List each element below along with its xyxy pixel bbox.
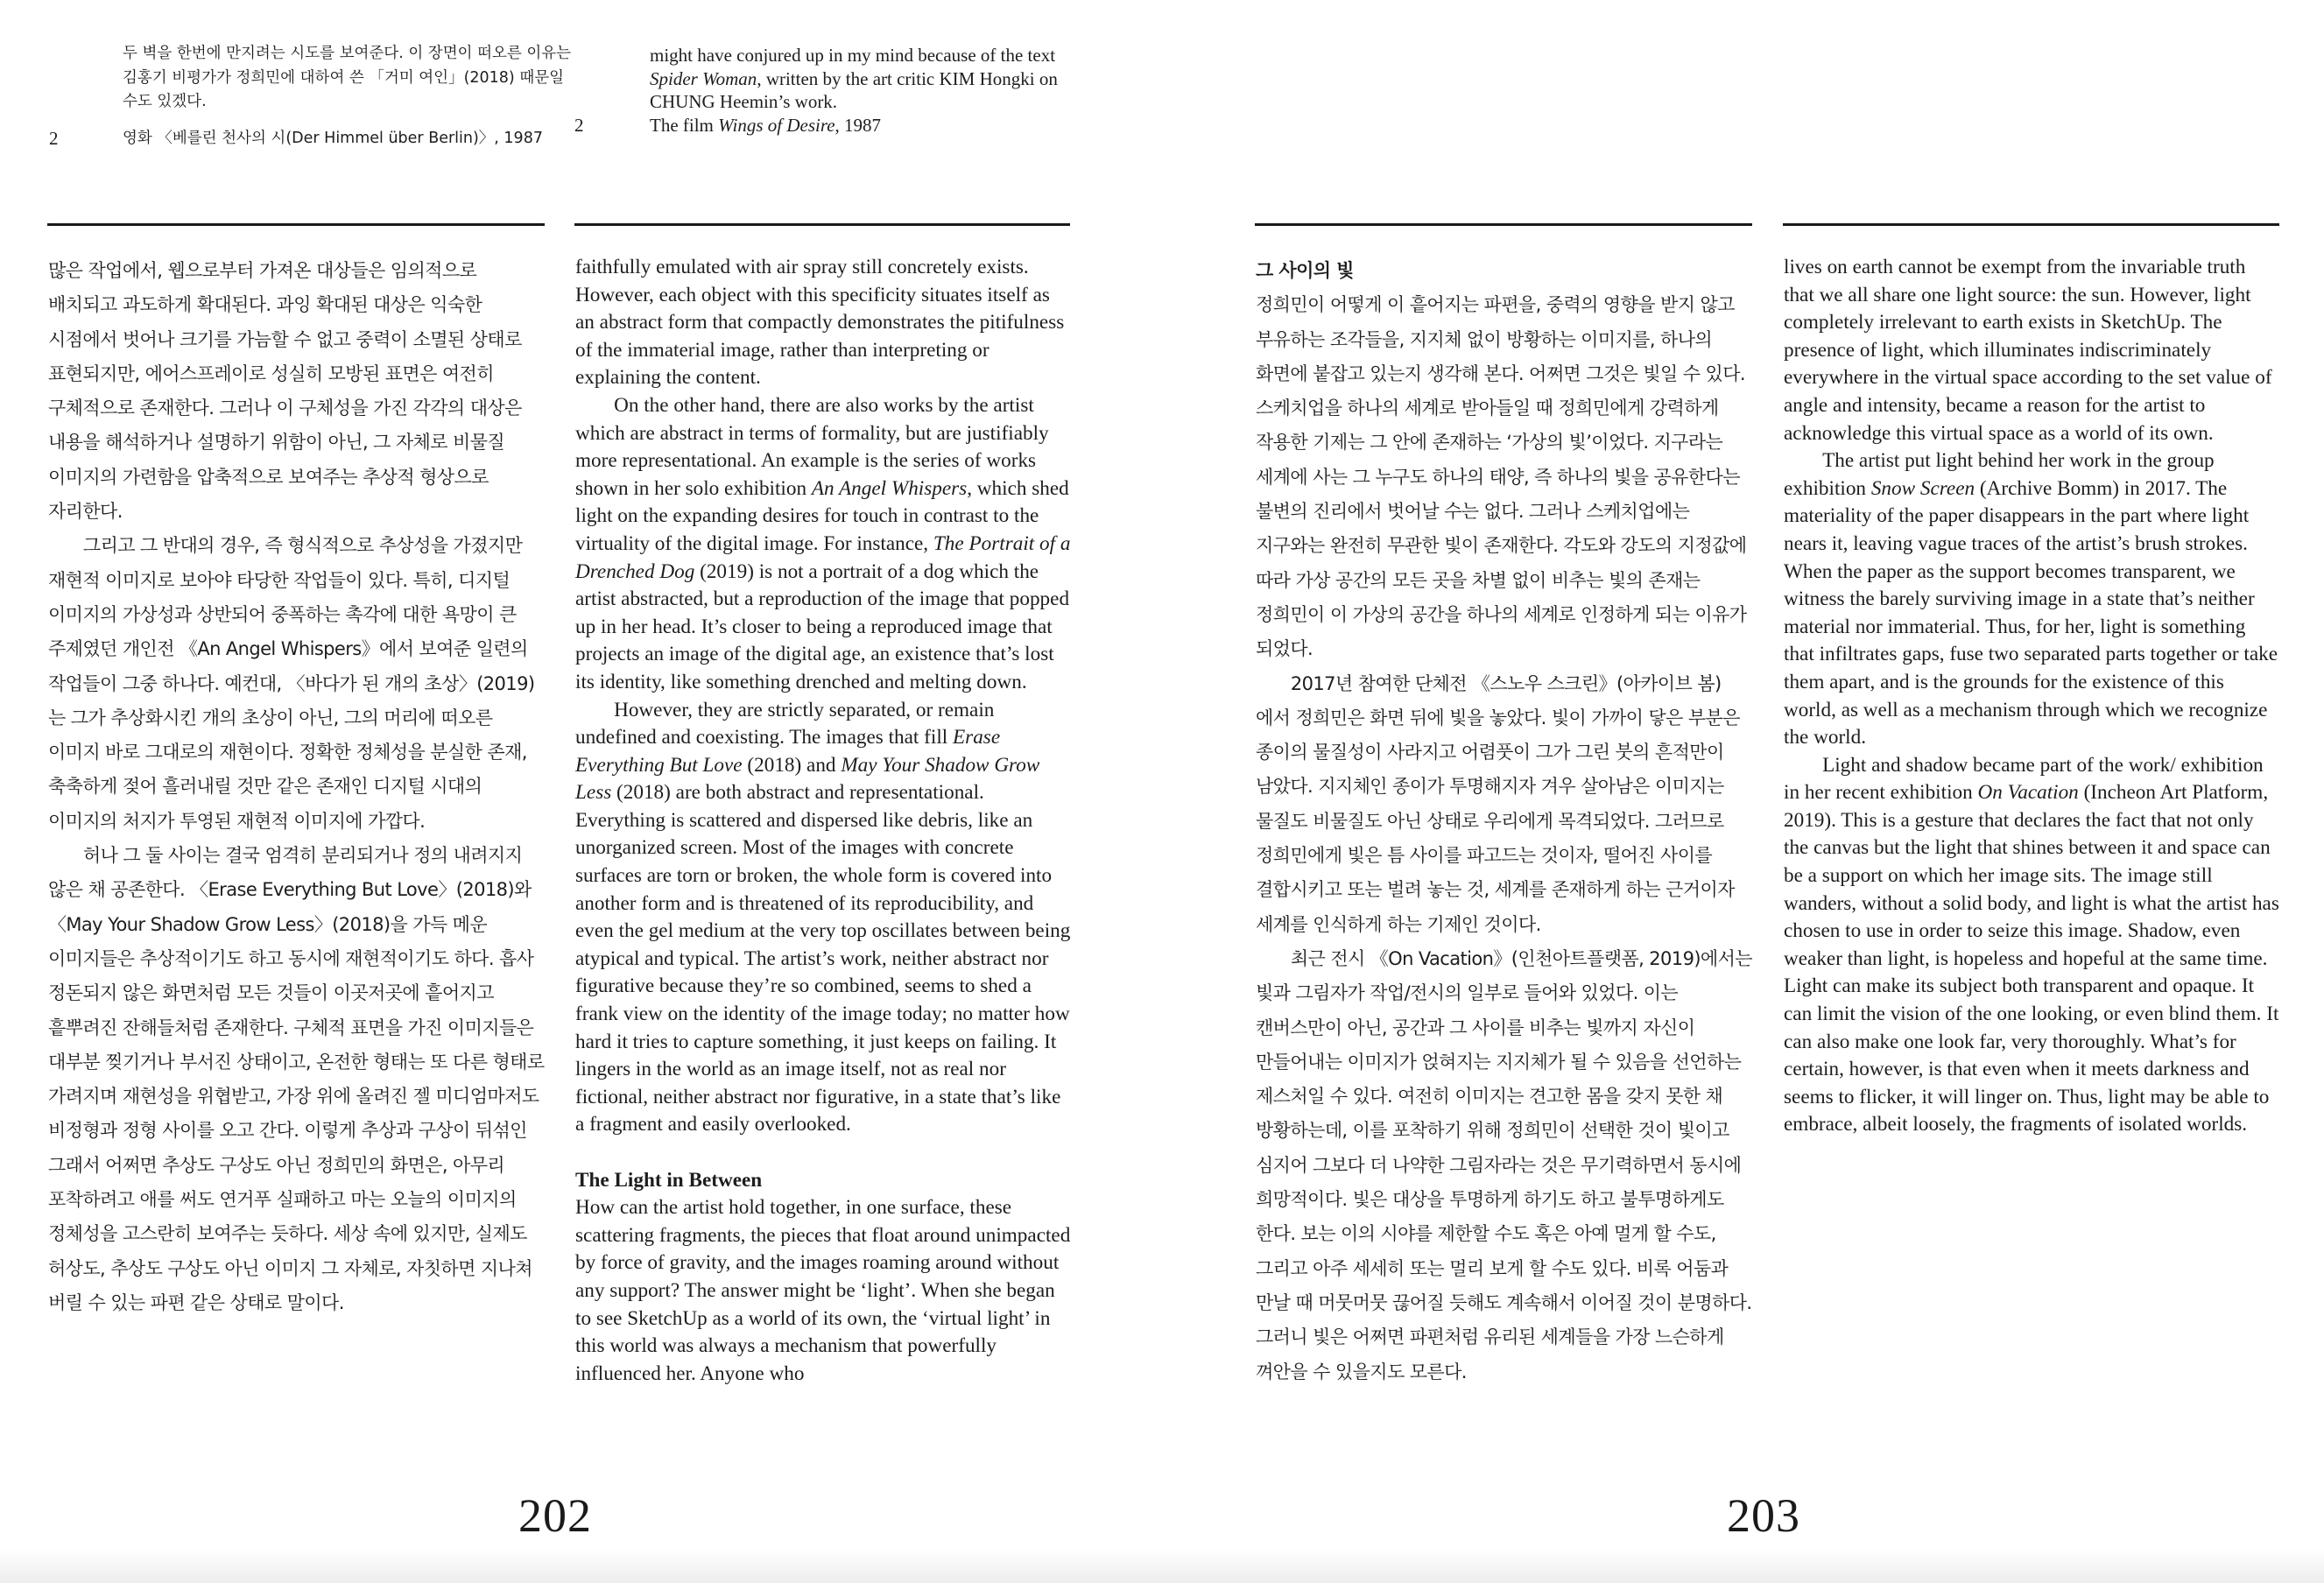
section-heading-en: The Light in Between (575, 1168, 763, 1192)
paragraph: How can the artist hold together, in one surface, these scattering fragments, the pieces that float around unimpacted by force of gravity, and the images roaming around without any support? The answer might be ‘light’. When she began to see SketchUp as a world of its own, the ‘virtual light’ in this world was always a mechanism that powerfully influenced her. Anyone who (575, 1196, 1071, 1385)
page-number-right: 203 (1727, 1489, 1800, 1542)
paragraph: 그리고 그 반대의 경우, 즉 형식적으로 추상성을 가졌지만 재현적 이미지로 보아야 타당한 작업들이 있다. 특히, 디지털 이미지의 가상성과 상반되어 중폭하는 촉각에 대한 욕망이 큰 주제였던 개인전 《An Angel Whispers》에서 보여준 일련의 작업들이 그중 하나다. 예컨대, 〈바다가 된 개의 초상〉(2019)는 그가 추상화시킨 개의 초상이 아닌, 그의 머리에 떠오른 이미지 바로 그대로의 재현이다. 정확한 정체성을 분실한 존재, 축축하게 젖어 흘러내릴 것만 같은 존재인 디지털 시대의 이미지의 처지가 투영된 재현적 이미지에 가깝다. (48, 535, 535, 832)
paragraph: The artist put light behind her work in the group exhibition Snow Screen (Archive Bomm) in 2017. The materiality of the paper disappears in the part where light nears it, leaving vague traces of the artist’s brush strokes. When the paper as the support becomes transparent, we witness the barely surviving image in a state that’s neither material nor immaterial. Thus, for her, light is something that infiltrates gaps, fuse two separated parts together or take them apart, and is the grounds for the existence of this world, as well as a mechanism through which we recognize the world. (1784, 449, 2278, 749)
footnote-continuation-en: might have conjured up in my mind because of the text Spider Woman, written by the art critic KIM Hongki on CHUNG Heemin’s work. (650, 45, 1058, 112)
paragraph: 허나 그 둘 사이는 결국 엄격히 분리되거나 정의 내려지지 않은 채 공존한다. 〈Erase Everything But Love〉(2018)와 〈May Your Shadow Grow Less〉(2018)을 가득 메운 이미지들은 추상적이기도 하고 동시에 재현적이기도 하다. 흡사 정돈되지 않은 화면처럼 모든 것들이 이곳저곳에 흩어지고 흩뿌려진 잔해들처럼 존재한다. 구체적 표면을 가진 이미지들은 대부분 찢기거나 부서진 상태이고, 온전한 형태는 또 다른 형태로 가려지며 재현성을 위협받고, 가장 위에 올려진 젤 미디엄마저도 비정형과 정형 사이를 오고 간다. 이렇게 추상과 구상이 뒤섞인 그래서 어쩌면 추상도 구상도 아닌 정희민의 화면은, 아무리 포착하려고 애를 써도 연거푸 실패하고 마는 오늘의 이미지의 정체성을 고스란히 보여주는 듯하다. 세상 속에 있지만, 실제도 허상도, 추상도 구상도 아닌 이미지 그 자체로, 자칫하면 지나쳐 버릴 수 있는 파편 같은 상태로 말이다. (48, 845, 545, 1313)
paragraph: 정희민이 어떻게 이 흩어지는 파편을, 중력의 영향을 받지 않고 부유하는 조각들을, 지지체 없이 방황하는 이미지를, 하나의 화면에 붙잡고 있는지 생각해 본다. 어쩌면 그것은 빛일 수 있다. 스케치업을 하나의 세계로 받아들일 때 정희민에게 강력하게 작용한 기제는 그 안에 존재하는 ‘가상의 빛’이었다. 지구라는 세계에 사는 그 누구도 하나의 태양, 즉 하나의 빛을 공유한다는 불변의 진리에서 벗어날 수는 없다. 그러나 스케치업에는 지구와는 완전히 무관한 빛이 존재한다. 각도와 강도의 지정값에 따라 가상 공간의 모든 곳을 차별 없이 비추는 빛의 존재는 정희민이 이 가상의 공간을 하나의 세계로 인정하게 되는 이유가 되었다. (1256, 294, 1747, 660)
body-column-en-left (575, 254, 1071, 1388)
column-rule-3 (1255, 223, 1752, 226)
paragraph: lives on earth cannot be exempt from the invariable truth that we all share one light source: the sun. However, light completely irrelevant to earth exists in SketchUp. The presence of light, which illuminates indiscriminately everywhere in the virtual space according to the set value of angle and intensity, became a reason for the artist to acknowledge this virtual space as a world of its own. (1784, 256, 2272, 445)
paragraph: 2017년 참여한 단체전 《스노우 스크린》(아카이브 봄)에서 정희민은 화면 뒤에 빛을 놓았다. 빛이 가까이 닿은 부분은 종이의 물질성이 사라지고 어렴풋이 그가 그린 붓의 흔적만이 남았다. 지지체인 종이가 투명해지자 겨우 살아남은 이미지는 물질도 비물질도 아닌 상태로 우리에게 목격되었다. 그러므로 정희민에게 빛은 틈 사이를 파고드는 것이자, 떨어진 사이를 결합시키고 또는 벌려 놓는 것, 세계를 존재하게 하는 근거이자 세계를 인식하게 하는 기제인 것이다. (1256, 672, 1740, 935)
footnote-2-en: The film Wings of Desire, 1987 (650, 115, 882, 136)
paragraph: 최근 전시 《On Vacation》(인천아트플랫폼, 2019)에서는 빛과 그림자가 작업/전시의 일부로 들어와 있었다. 이는 캔버스만이 아닌, 공간과 그 사이를 비추는 빛까지 자신이 만들어내는 이미지가 얹혀지는 지지체가 될 수 있음을 선언하는 제스처일 수 있다. 여전히 이미지는 견고한 몸을 갖지 못한 채 방황하는데, 이를 포착하기 위해 정희민이 선택한 것이 빛이고 심지어 그보다 더 나약한 그림자라는 것은 무기력하면서 동시에 희망적이다. 빛은 대상을 투명하게 하기도 하고 불투명하게도 한다. 보는 이의 시야를 제한할 수도 혹은 아예 멀게 할 수도, 그리고 아주 세세히 또는 멀리 보게 할 수도 있다. 비록 어둠과 만날 때 머뭇머뭇 끊어질 듯해도 계속해서 이어질 것이 분명하다. 그러니 빛은 어쩌면 파편처럼 유리된 세계들을 가장 느슨하게 껴안을 수 있을지도 모른다. (1256, 947, 1752, 1382)
paragraph: faithfully emulated with air spray still concretely exists. However, each object with this specificity situates itself as an abstract form that compactly demonstrates the pitifulness of the immaterial image, rather than interpreting or explaining the content. (575, 256, 1065, 390)
column-rule-4 (1783, 223, 2279, 226)
bottom-edge-shadow (0, 1548, 2324, 1583)
column-rule-2 (574, 223, 1070, 226)
paragraph: Light and shadow became part of the work/ exhibition in her recent exhibition On Vacation (Incheon Art Platform, 2019). This is a gesture that declares the fact that not only the canvas but the light that shines between it and space can be a support on which her image sits. The image still wanders, without a solid body, and light is what the artist has chosen to use in order to seize this image. Shadow, even weaker than light, is hopeless and hopeful at the same time. Light can make its subject both transparent and opaque. It can limit the vision of the one looking, or even blind them. It can also make one look far, very thoroughly. What’s for certain, however, is that even when it meets darkness and seems to flicker, it will linger on. Thus, light may be able to embrace, albeit loosely, the fragments of isolated worlds. (1784, 753, 2279, 1136)
body-column-en-right (1784, 254, 2280, 1139)
section-heading-ko: 그 사이의 빛 (1256, 260, 1354, 281)
paragraph: On the other hand, there are also works by the artist which are abstract in terms of formality, but are justifiably more representational. An example is the series of works shown in her solo exhibition An Angel Whispers, which shed light on the expanding desires for touch in contrast to the virtuality of the digital image. For instance, The Portrait of a Drenched Dog (2019) is not a portrait of a dog which the artist abstracted, but a reproduction of the image that popped up in her head. It’s closer to being a reproduced image that projects an image of the digital age, an existence that’s lost its identity, like something drenched and melting down. (575, 393, 1071, 693)
body-column-ko-right (1256, 254, 1753, 1390)
footnote-2-ko: 영화 〈베를린 천사의 시(Der Himmel über Berlin)〉, 1987 (123, 130, 543, 147)
paragraph: 많은 작업에서, 웹으로부터 가져온 대상들은 임의적으로 배치되고 과도하게 확대된다. 과잉 확대된 대상은 익숙한 시점에서 벗어나 크기를 가늠할 수 없고 중력이 소멸된 상태로 표현되지만, 에어스프레이로 성실히 모방된 표면은 여전히 구체적으로 존재한다. 그러나 이 구체성을 가진 각각의 대상은 내용을 해석하거나 설명하기 위함이 아닌, 그 자체로 비물질 이미지의 가련함을 압축적으로 보여주는 추상적 형상으로 자리한다. (48, 260, 522, 523)
page-number-left: 202 (518, 1489, 592, 1542)
paragraph: However, they are strictly separated, or remain undefined and coexisting. The images that fill Erase Everything But Love (2018) and May Your Shadow Grow Less (2018) are both abstract and representational. Everything is scattered and dispersed like debris, like an unorganized screen. Most of the images with concrete surfaces are torn or broken, the whole form is covered into another form and is threatened of its reproducibility, and even the gel medium at the very top oscillates between being atypical and typical. The artist’s work, neither abstract nor figurative because they’re so combined, seems to shed a frank view on the identity of the image today; no matter how hard it tries to capture something, it just keeps on failing. It lingers in the world as an image itself, not as real nor fictional, neither abstract nor figurative, in a state that’s like a fragment and easily overlooked. (575, 698, 1071, 1136)
footnote-number-ko: 2 (49, 128, 59, 149)
column-rule-1 (47, 223, 545, 226)
footnote-number-en: 2 (574, 115, 584, 136)
body-column-ko-left (48, 254, 546, 1320)
footnote-continuation-ko: 두 벽을 한번에 만지려는 시도를 보여준다. 이 장면이 떠오른 이유는 김홍기 비평가가 정희민에 대하여 쓴 「거미 여인」(2018) 때문일 수도 있겠다. (123, 45, 572, 110)
